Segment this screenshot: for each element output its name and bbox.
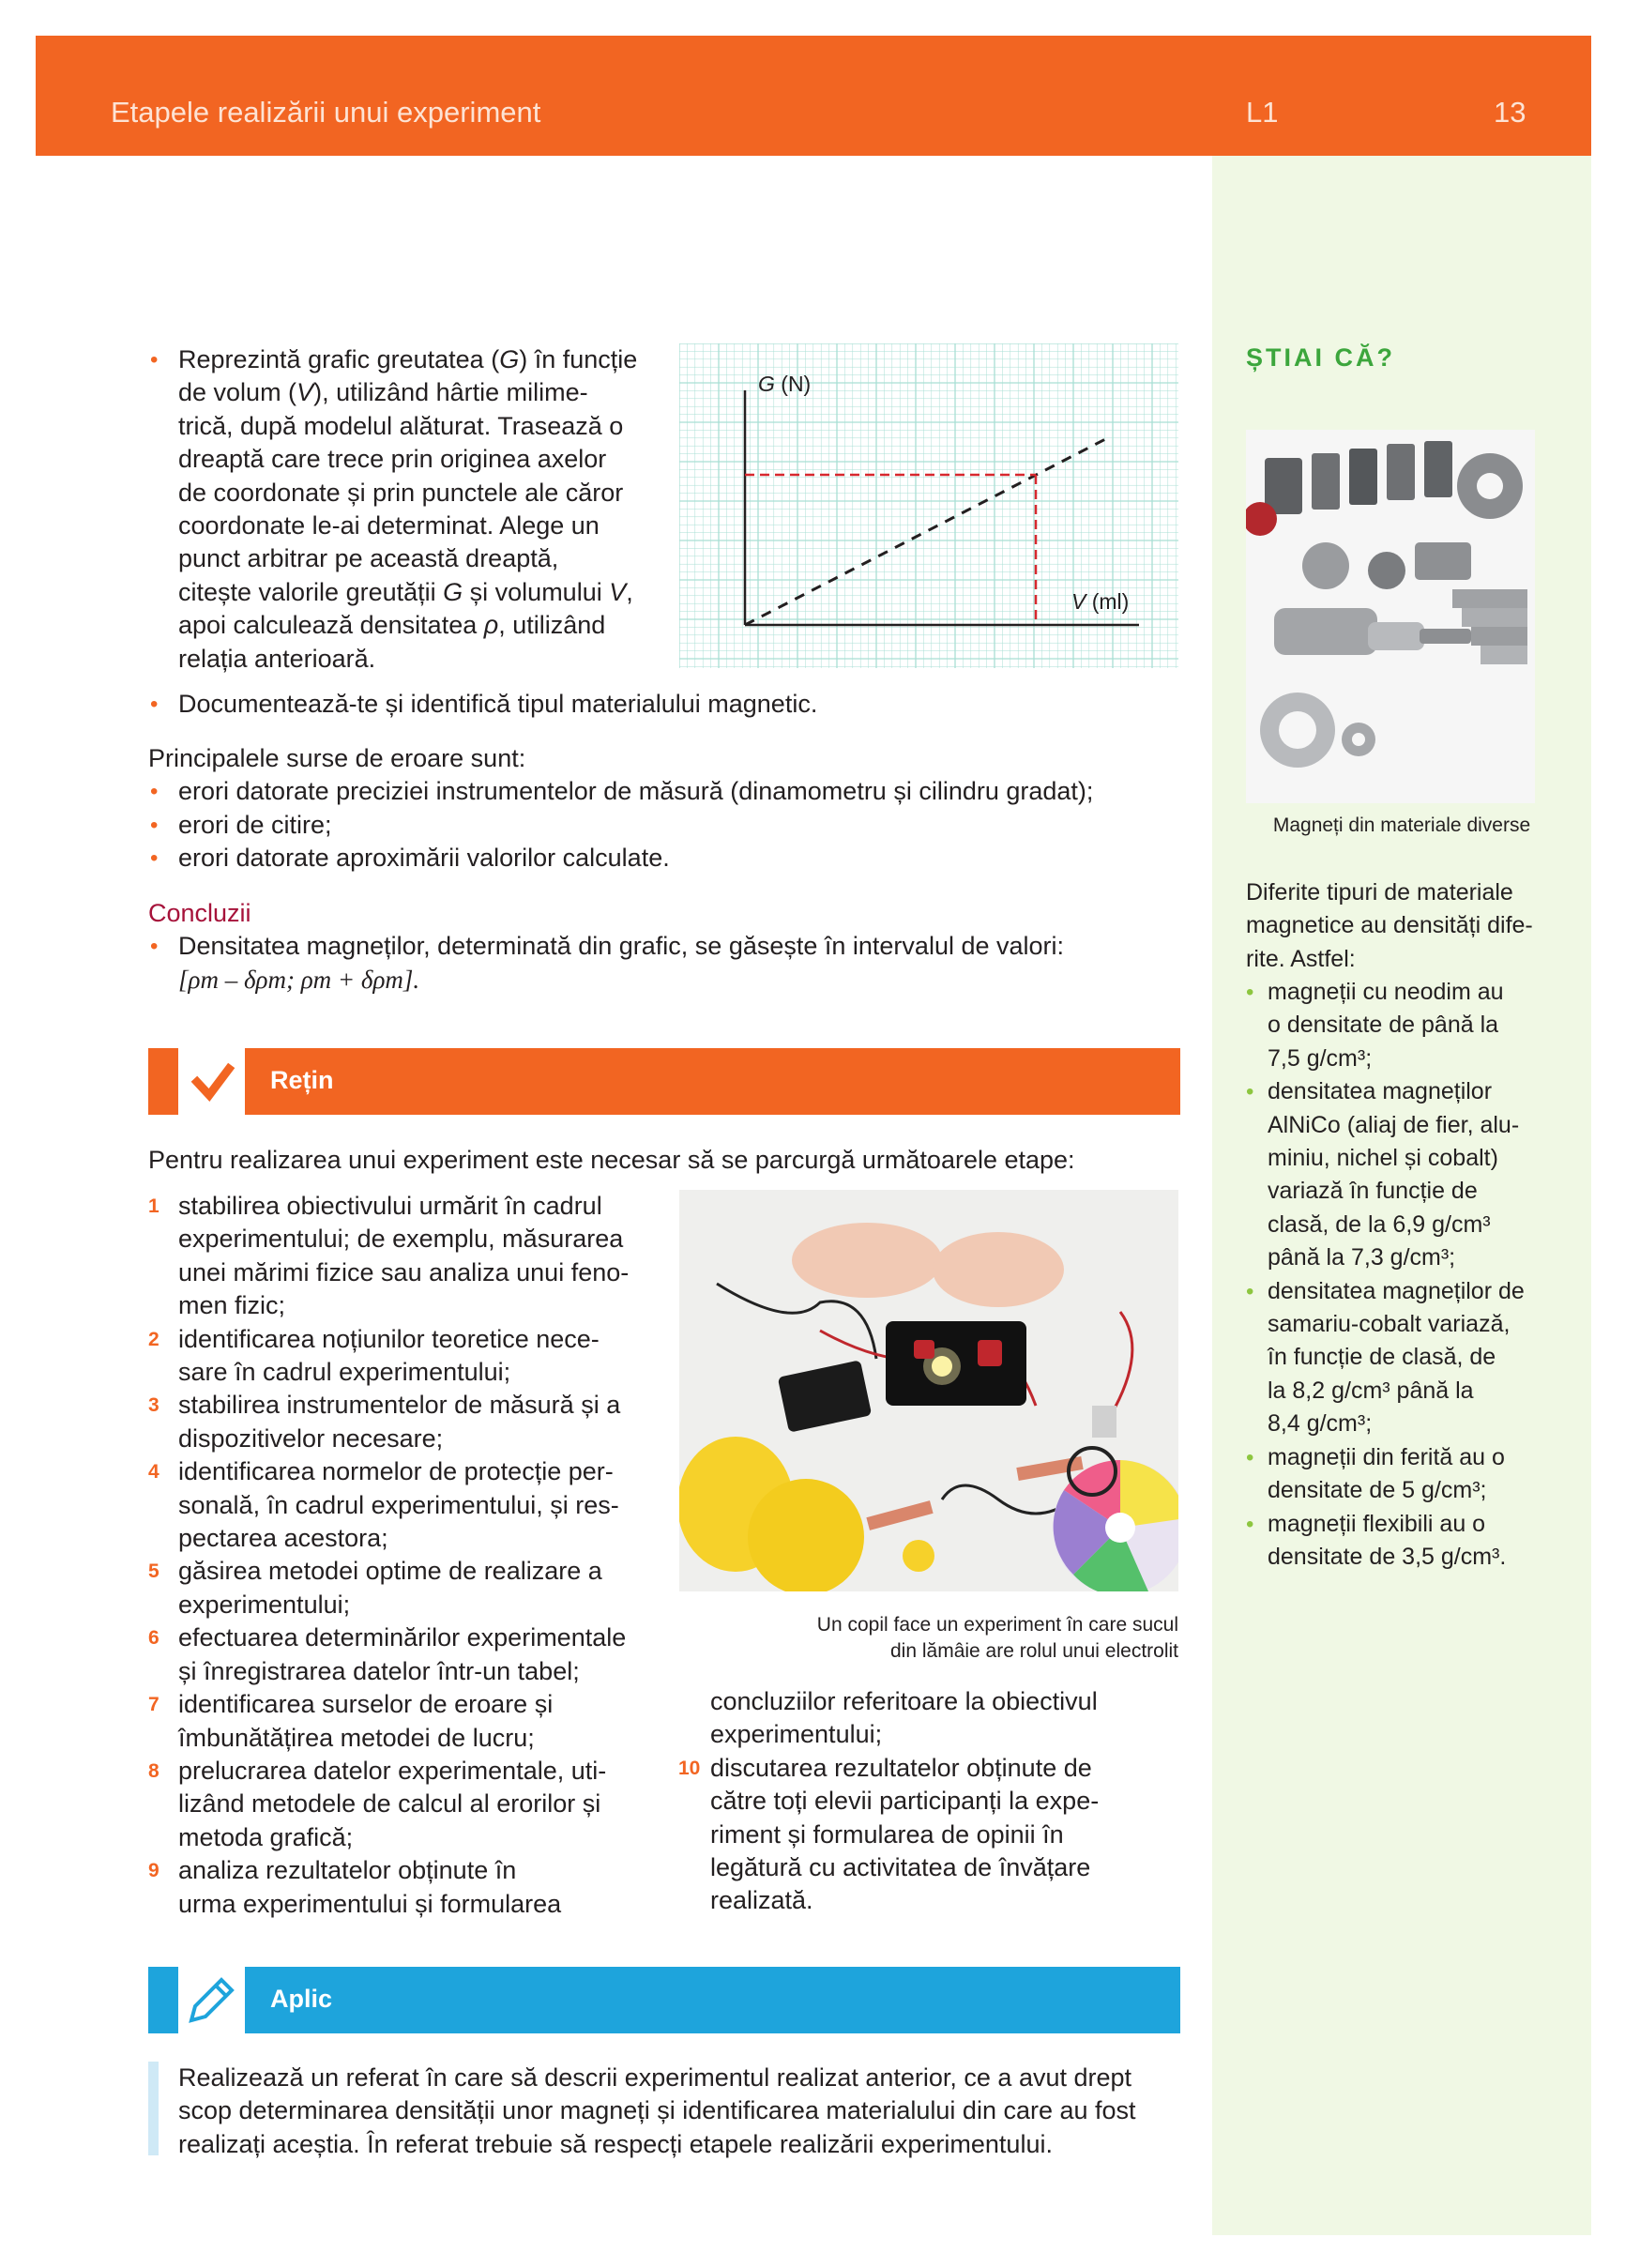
intro-line: punct arbitrar pe această dreaptă, (178, 544, 559, 573)
intro-bullet (150, 343, 666, 676)
conclusion-formula: [ρm – δρm; ρm + δρm]. (178, 965, 420, 994)
aplic-text: Realizează un referat în care să descrii experimentul realizat anterior, ce a avut drept scop determinarea densității unor magneți și identificarea materialului din care au fost realizați aceștia. În referat trebuie să respecți etapele realizării experimentului. (178, 2063, 1136, 2158)
intro-line: coordonate le-ai determinat. Alege un (178, 511, 600, 540)
intro-line: Reprezintă grafic greutatea (G) în funcție (178, 345, 638, 373)
page-number: 13 (1494, 96, 1526, 129)
intro-line: relația anterioară. (178, 644, 376, 673)
step-line: stabilirea instrumentelor de măsură și a (178, 1391, 621, 1420)
step-item (148, 1190, 666, 1323)
document-bullet-text: Documentează-te și identifică tipul materialului magnetic. (178, 690, 818, 718)
aplic-bar (148, 1967, 1180, 2033)
magnets-illustration (1246, 430, 1535, 803)
error-item: • erori datorate aproximării valorilor calculate. (150, 844, 670, 873)
bullet-marker: • (1246, 1511, 1254, 1537)
retin-title: Rețin (270, 1066, 334, 1094)
sidebar-list-item: • densitatea magneților de samariu-cobalt variază, în funcție de clasă, de la 8,2 g/cm³ până la 8,4 g/cm³; (1268, 1275, 1568, 1441)
step-line: experimentului; (178, 1590, 351, 1619)
sidebar-list-item: • densitatea magneților AlNiCo (aliaj de fier, alu- miniu, nichel și cobalt) variază în funcție de clasă, de la 6,9 g/cm³ până la 7,3 g/cm³; (1268, 1075, 1568, 1274)
fit-line (745, 437, 1109, 625)
intro-line: de volum (V), utilizând hârtie milime- (178, 378, 588, 407)
steps-list-continued: concluziilor referitoare la obiectivul experimentului; 10 discutarea rezultatelor obținute de către toți elevii participanți la expe- riment și formularea de opinii în legătură cu activitatea de învățare realizată. (710, 1685, 1179, 1918)
step-line: prelucrarea datelor experimentale, uti- (178, 1756, 607, 1785)
errors-heading: Principalele surse de eroare sunt: (148, 744, 526, 772)
step-number: 7 (148, 1694, 159, 1716)
sidebar-list-item: • magneții din ferită au o densitate de 5 g/cm³; (1268, 1441, 1568, 1508)
steps-list (148, 1190, 666, 1921)
step-item (148, 1854, 666, 1921)
lesson-label: L1 (1246, 96, 1279, 129)
conclusions-section (148, 897, 1180, 997)
bullet-marker: • (1246, 980, 1254, 1005)
bullet-marker: • (150, 347, 159, 373)
pencil-icon (178, 1967, 245, 2033)
error-item: • erori de citire; (150, 810, 332, 839)
aplic-icon-box (178, 1967, 245, 2033)
step-item (148, 1755, 666, 1854)
sidebar-list-item: • magneții flexibili au o densitate de 3,5 g/cm³. (1268, 1508, 1568, 1575)
step-line: pectarea acestora; (178, 1524, 388, 1553)
bullet-marker: • (150, 692, 159, 717)
step-line: stabilirea obiectivului urmărit în cadrul (178, 1192, 602, 1220)
step-line: metoda grafică; (178, 1822, 354, 1851)
page-header-title: Etapele realizării unui experiment (111, 96, 541, 129)
document-bullet (150, 688, 1116, 721)
step-line: identificarea normelor de protecție per- (178, 1457, 614, 1486)
bullet-marker: • (1246, 1278, 1254, 1304)
step-line: și înregistrarea datelor într-un tabel; (178, 1656, 580, 1685)
conclusion-item: • Densitatea magneților, determinată din grafic, se găsește în intervalul de valori: (150, 932, 1065, 961)
step-line: experimentului; de exemplu, măsurarea (178, 1225, 624, 1254)
step-line: sare în cadrul experimentului; (178, 1358, 511, 1387)
step-number: 9 (148, 1860, 159, 1882)
step-line: sonală, în cadrul experimentului, și res- (178, 1490, 619, 1519)
step-number: 8 (148, 1759, 159, 1782)
step-line: îmbunătățirea metodei de lucru; (178, 1723, 535, 1752)
intro-line: trică, după modelul alăturat. Trasează o (178, 411, 624, 440)
y-axis-label: G (N) (758, 372, 812, 396)
step-number: 2 (148, 1328, 159, 1350)
step-item (148, 1323, 666, 1390)
step-item (148, 1555, 666, 1621)
retin-icon-box (178, 1048, 245, 1115)
step-line: urma experimentului și formularea (178, 1889, 562, 1918)
step-line: găsirea metodei optime de realizare a (178, 1557, 602, 1586)
x-axis-label: V (ml) (1071, 589, 1130, 614)
sidebar-title: ȘTIAI CĂ? (1246, 343, 1395, 372)
step-item (148, 1688, 666, 1755)
step-line: dispozitivelor necesare; (178, 1423, 444, 1453)
aplic-title: Aplic (270, 1985, 333, 2013)
magnets-photo (1246, 430, 1535, 803)
step-line: identificarea surselor de eroare și (178, 1690, 554, 1719)
experiment-photo (679, 1190, 1178, 1591)
sidebar-intro: Diferite tipuri de materiale magnetice au densități dife- rite. Astfel: (1246, 879, 1533, 972)
sidebar-list-item: • magneții cu neodim au o densitate de până la 7,5 g/cm³; (1268, 976, 1568, 1075)
step-line: men fizic; (178, 1291, 286, 1320)
step-line: identificarea noțiunilor teoretice nece- (178, 1324, 600, 1353)
step-number: 3 (148, 1394, 159, 1417)
step-item (148, 1621, 666, 1688)
intro-line: dreaptă care trece prin originea axelor (178, 445, 607, 474)
retin-intro: Pentru realizarea unui experiment este necesar să se parcurgă următoarele etape: (148, 1146, 1075, 1174)
aplic-side-rule (148, 2062, 159, 2155)
step-line: efectuarea determinărilor experimentale (178, 1623, 627, 1652)
magnets-caption: Magneți din materiale diverse (1272, 814, 1531, 836)
graph-svg (679, 343, 1178, 668)
conclusions-heading: Concluzii (148, 899, 251, 927)
step-number: 5 (148, 1560, 159, 1583)
intro-line: apoi calculează densitatea ρ, utilizând (178, 611, 606, 640)
step-item: 10 discutarea rezultatelor obținute de către toți elevii participanți la expe- riment și formularea de opinii în legătură cu activitatea de învățare realizată. (678, 1753, 1100, 1915)
lemon-battery-illustration (679, 1190, 1178, 1591)
step-line: unei mărimi fizice sau analiza unui feno- (178, 1257, 630, 1286)
intro-lines (178, 343, 666, 676)
bullet-marker: • (1246, 1444, 1254, 1470)
checkmark-icon (178, 1048, 245, 1115)
density-graph (679, 343, 1178, 668)
step-number: 4 (148, 1461, 159, 1484)
errors-section (148, 742, 1180, 875)
step-number: 6 (148, 1627, 159, 1650)
step-item (148, 1389, 666, 1455)
photo-caption: Un copil face un experiment în care sucul din lămâie are rolul unui electrolit (816, 1614, 1178, 1662)
sidebar-list (1246, 976, 1568, 1574)
step-number: 1 (148, 1195, 159, 1217)
step-item (148, 1455, 666, 1555)
bullet-marker: • (1246, 1079, 1254, 1105)
step-line: lizând metodele de calcul al erorilor și (178, 1789, 601, 1819)
error-item: • erori datorate preciziei instrumentelor de măsură (dinamometru și cilindru gradat); (150, 777, 1094, 806)
retin-bar (148, 1048, 1180, 1115)
step-line: analiza rezultatelor obținute în (178, 1856, 517, 1885)
intro-line: de coordonate și prin punctele ale căror (178, 478, 624, 507)
intro-line: citește valorile greutății G și volumului V, (178, 577, 633, 606)
